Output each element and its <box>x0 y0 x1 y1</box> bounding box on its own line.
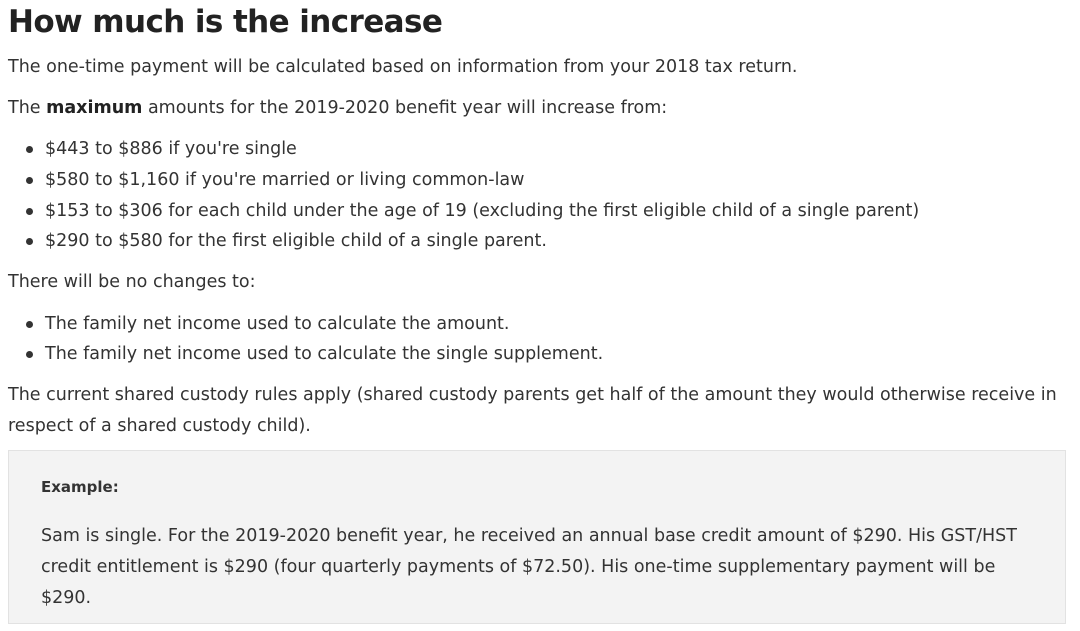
maximum-suffix: amounts for the 2019-2020 benefit year will increase from: <box>142 97 668 118</box>
maximum-prefix: The <box>8 97 47 118</box>
custody-paragraph: The current shared custody rules apply (shared custody parents get half of the amount they would otherwise receive in respect of a shared custody child). <box>8 385 1057 436</box>
section-heading: How much is the increase <box>8 4 443 40</box>
bullet-icon <box>26 208 33 215</box>
bullet-icon <box>26 351 33 358</box>
bullet-icon <box>26 146 33 153</box>
list-item <box>8 339 1070 370</box>
example-label: Example: <box>41 478 119 496</box>
bullet-icon <box>26 238 33 245</box>
list-item <box>8 165 1070 196</box>
maximum-bold: maximum <box>46 97 143 118</box>
no-changes-intro: There will be no changes to: <box>8 272 256 293</box>
list-item <box>8 309 1070 340</box>
list-item <box>8 134 1070 165</box>
bullet-icon <box>26 321 33 328</box>
maximum-paragraph <box>8 93 1070 124</box>
example-box <box>8 450 1066 624</box>
list-item-text: The family net income used to calculate the single supplement. <box>45 344 604 365</box>
intro-paragraph: The one-time payment will be calculated based on information from your 2018 tax return. <box>8 57 798 77</box>
bullet-icon <box>26 177 33 184</box>
increase-list <box>8 134 1070 257</box>
content-section <box>8 0 1070 608</box>
list-item-text: $443 to $886 if you're single <box>45 139 297 159</box>
list-item-text: $153 to $306 for each child under the age of 19 (excluding the first eligible child of a single parent) <box>45 200 920 221</box>
list-item-text: $580 to $1,160 if you're married or living common-law <box>45 169 525 190</box>
list-item-text: $290 to $580 for the first eligible child of a single parent. <box>45 231 547 252</box>
list-item <box>8 196 1070 227</box>
example-text: Sam is single. For the 2019-2020 benefit year, he received an annual base credit amount of $290. His GST/HST credit entitlement is $290 (four quarterly payments of $72.50). His one-time supplementary payment will be $290. <box>41 526 1017 608</box>
no-changes-list <box>8 309 1070 371</box>
list-item <box>8 226 1070 257</box>
list-item-text: The family net income used to calculate the amount. <box>45 313 510 334</box>
